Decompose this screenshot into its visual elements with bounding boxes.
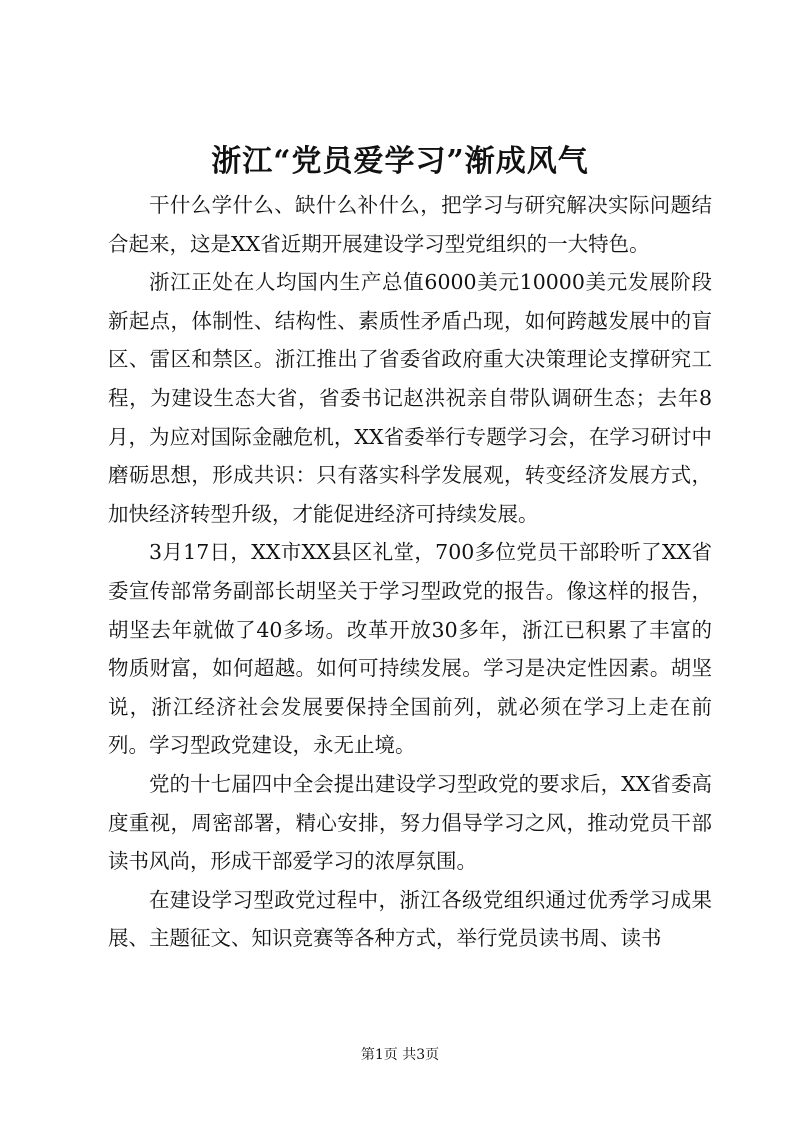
paragraph-5: 在建设学习型政党过程中，浙江各级党组织通过优秀学习成果展、主题征文、知识竞赛等各种方式，举行党员读书周、读书 — [108, 887, 712, 951]
document-body — [108, 186, 712, 958]
paragraph-1: 干什么学什么、缺什么补什么，把学习与研究解决实际问题结合起来，这是XX省近期开展建设学习型党组织的一大特色。 — [108, 193, 712, 256]
document-title: 浙江“党员爱学习”渐成风气 — [211, 144, 589, 179]
page-footer: 第1页 共3页 — [360, 1047, 440, 1063]
paragraph-4: 党的十七届四中全会提出建设学习型政党的要求后，XX省委高度重视，周密部署，精心安排，努力倡导学习之风，推动党员干部读书风尚，形成干部爱学习的浓厚氛围。 — [108, 771, 712, 874]
paragraph-2: 浙江正处在人均国内生产总值6000美元10000美元发展阶段新起点，体制性、结构性、素质性矛盾凸现，如何跨越发展中的盲区、雷区和禁区。浙江推出了省委省政府重大决策理论支撑研究工程，为建设生态大省，省委书记赵洪祝亲自带队调研生态；去年8月，为应对国际金融危机，XX省委举行专题学习会，在学习研讨中磨砺思想，形成共识：只有落实科学发展观，转变经济发展方式，加快经济转型升级，才能促进经济可持续发展。 — [108, 270, 712, 526]
paragraph-3: 3月17日，XX市XX县区礼堂，700多位党员干部聆听了XX省委宣传部常务副部长胡坚关于学习型政党的报告。像这样的报告，胡坚去年就做了40多场。改革开放30多年，浙江已积累了丰富的物质财富，如何超越。如何可持续发展。学习是决定性因素。胡坚说，浙江经济社会发展要保持全国前列，就必须在学习上走在前列。学习型政党建设，永无止境。 — [108, 540, 712, 758]
